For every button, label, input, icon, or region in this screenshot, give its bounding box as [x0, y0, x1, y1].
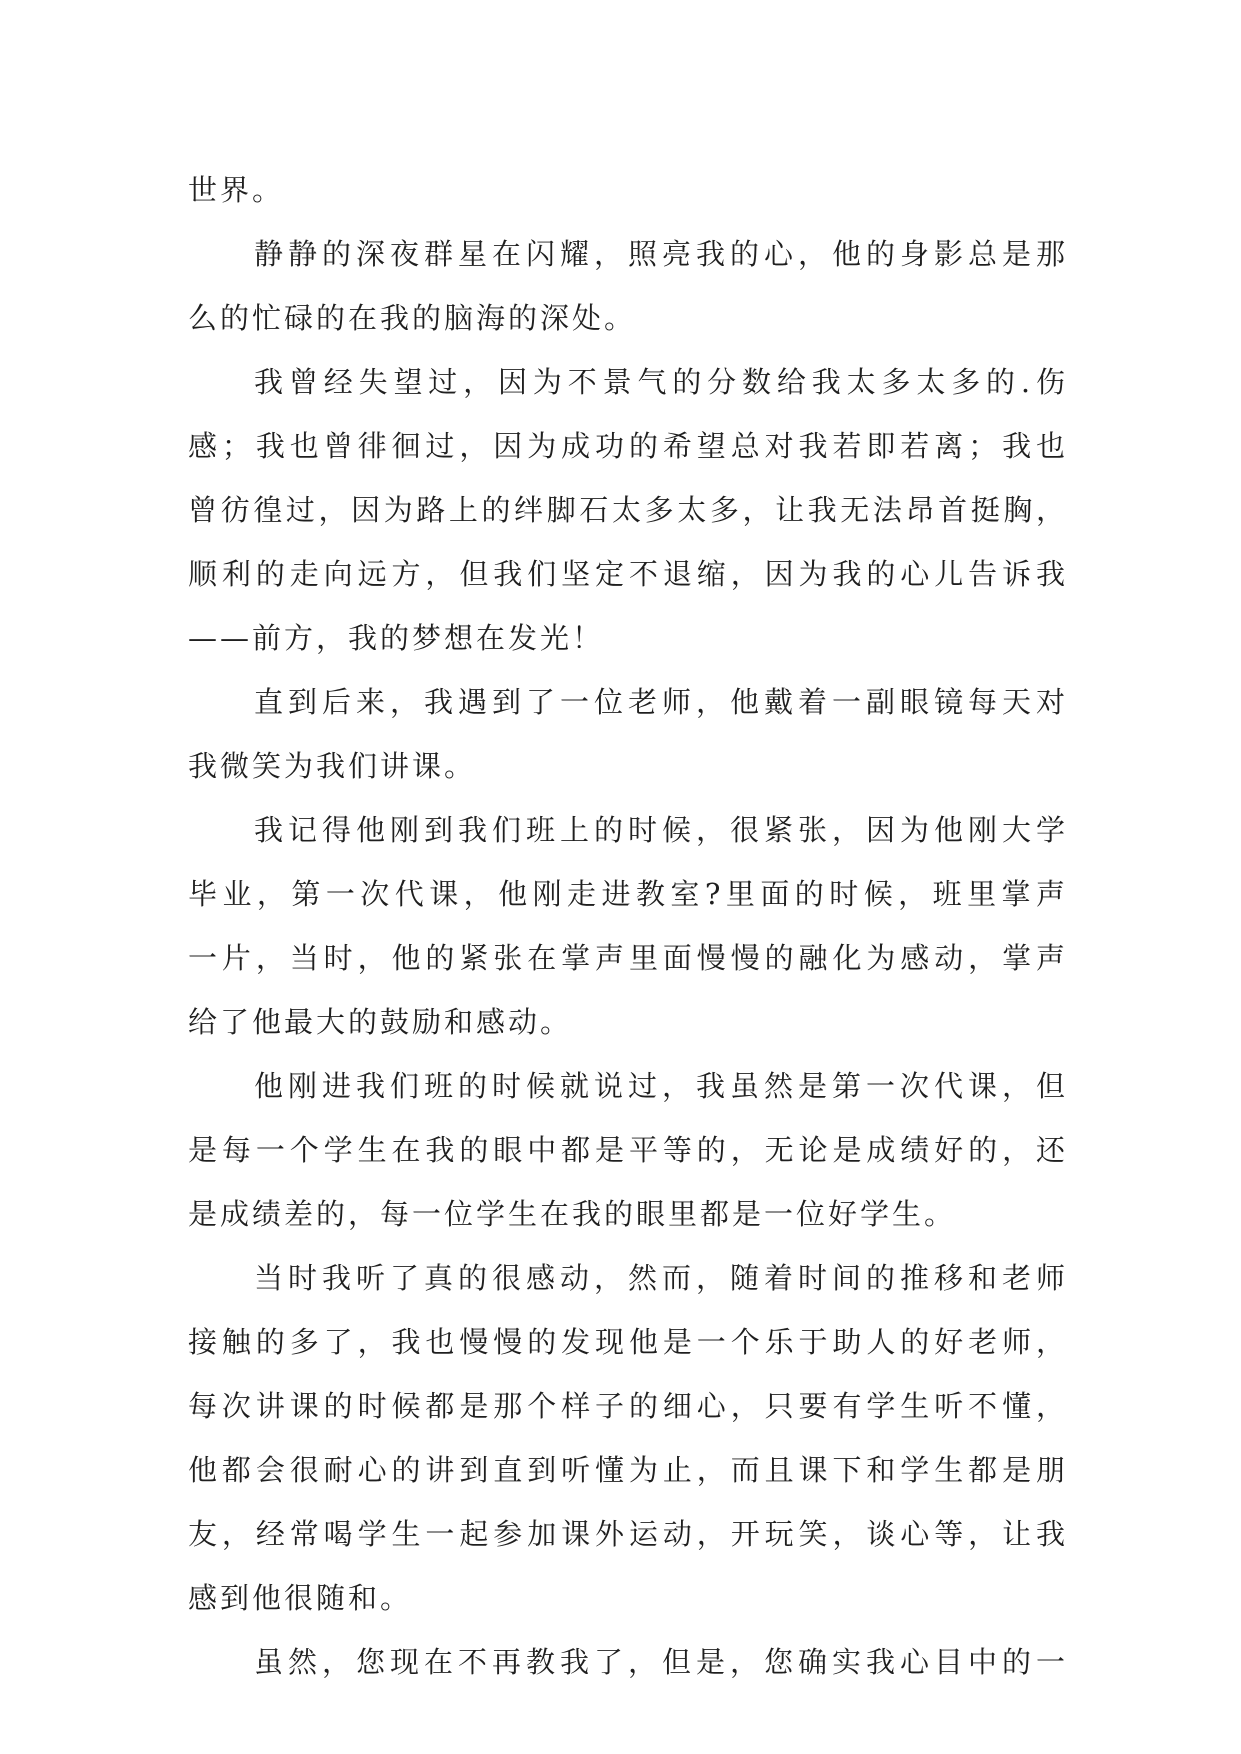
- paragraph-first-line: 他刚进我们班的时候就说过，我虽然是第一次代课，但: [254, 1069, 1068, 1103]
- text-line: 给了他最大的鼓励和感动。: [188, 1005, 573, 1039]
- text-line: 接触的多了，我也慢慢的发现他是一个乐于助人的好老师，: [188, 1325, 1068, 1359]
- paragraph-first-line: 我曾经失望过，因为不景气的分数给我太多太多的.伤: [254, 365, 1068, 399]
- text-line: 么的忙碌的在我的脑海的深处。: [188, 301, 637, 335]
- text-line: 友，经常喝学生一起参加课外运动，开玩笑，谈心等，让我: [188, 1517, 1068, 1551]
- paragraph-first-line: 静静的深夜群星在闪耀，照亮我的心，他的身影总是那: [254, 237, 1068, 271]
- text-line: 一片，当时，他的紧张在掌声里面慢慢的融化为感动，掌声: [188, 941, 1068, 975]
- text-line: 毕业，第一次代课，他刚走进教室?里面的时候，班里掌声: [188, 877, 1068, 911]
- text-line: 感；我也曾徘徊过，因为成功的希望总对我若即若离；我也: [188, 429, 1068, 463]
- document-body: [188, 158, 1068, 1694]
- text-line: 顺利的走向远方，但我们坚定不退缩，因为我的心儿告诉我: [188, 557, 1068, 591]
- paragraph-first-line: 虽然，您现在不再教我了，但是，您确实我心目中的一: [254, 1645, 1068, 1679]
- text-line: 每次讲课的时候都是那个样子的细心，只要有学生听不懂，: [188, 1389, 1068, 1423]
- text-line: 世界。: [188, 173, 285, 207]
- paragraph-first-line: 当时我听了真的很感动，然而，随着时间的推移和老师: [254, 1261, 1068, 1295]
- text-line: 我微笑为我们讲课。: [188, 749, 477, 783]
- text-line: 是每一个学生在我的眼中都是平等的，无论是成绩好的，还: [188, 1133, 1068, 1167]
- text-line: 感到他很随和。: [188, 1581, 413, 1615]
- text-line: ——前方，我的梦想在发光！: [188, 621, 605, 655]
- text-line: 曾彷徨过，因为路上的绊脚石太多太多，让我无法昂首挺胸，: [188, 493, 1068, 527]
- text-line: 他都会很耐心的讲到直到听懂为止，而且课下和学生都是朋: [188, 1453, 1068, 1487]
- paragraph-first-line: 我记得他刚到我们班上的时候，很紧张，因为他刚大学: [254, 813, 1068, 847]
- paragraph-first-line: 直到后来，我遇到了一位老师，他戴着一副眼镜每天对: [254, 685, 1068, 719]
- text-line: 是成绩差的，每一位学生在我的眼里都是一位好学生。: [188, 1197, 957, 1231]
